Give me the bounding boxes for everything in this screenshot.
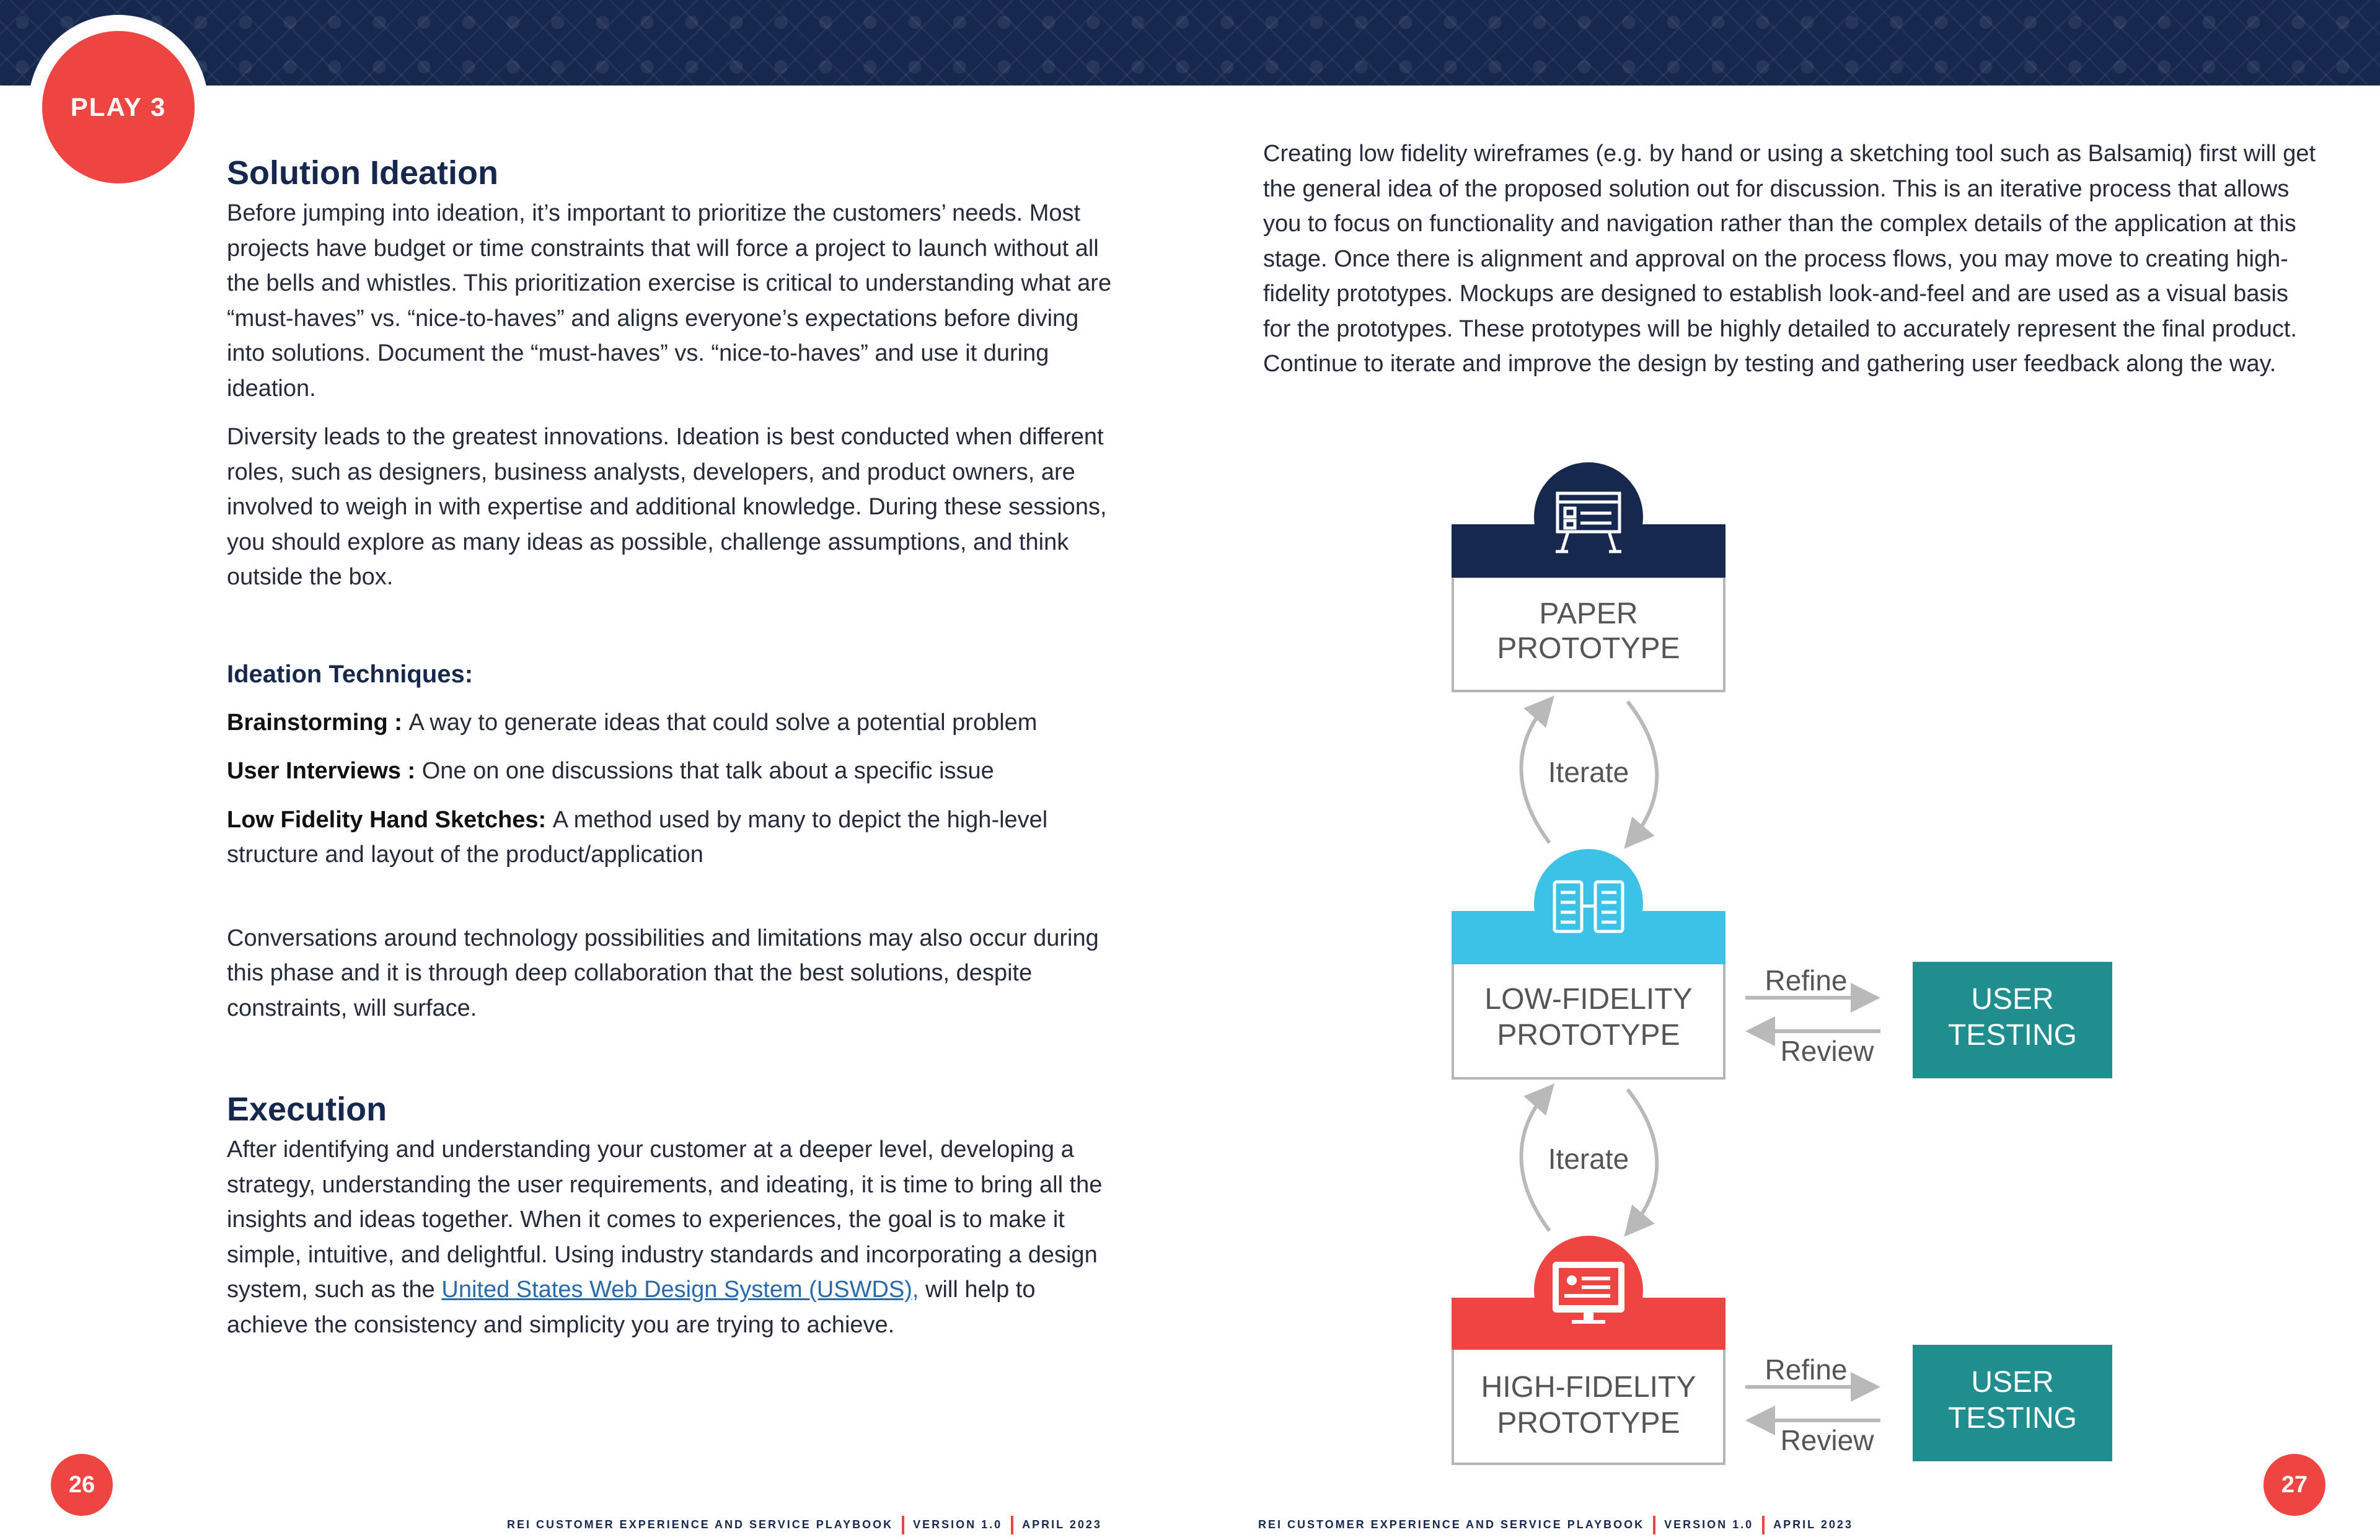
execution-heading: Execution <box>227 1091 387 1128</box>
footer-divider <box>902 1516 904 1534</box>
footer-title: REI CUSTOMER EXPERIENCE AND SERVICE PLAYBOOK <box>1258 1518 1645 1531</box>
iterate-label: Iterate <box>1548 756 1629 788</box>
user-testing-line2: TESTING <box>1947 1402 2078 1435</box>
play-badge: PLAY 3 <box>42 31 195 183</box>
low-fidelity-label-line1: LOW-FIDELITY <box>1484 983 1693 1016</box>
footer-version: VERSION 1.0 <box>913 1518 1003 1531</box>
technique-desc: One on one discussions that talk about a specific issue <box>421 758 994 784</box>
footer-left <box>507 1516 1102 1534</box>
iterate-label: Iterate <box>1548 1143 1629 1175</box>
review-label: Review <box>1780 1035 1874 1067</box>
high-fidelity-label-line2: PROTOTYPE <box>1497 1407 1680 1440</box>
page-number-left: 26 <box>51 1454 113 1516</box>
user-testing-box <box>1913 1345 2112 1461</box>
footer-title: REI CUSTOMER EXPERIENCE AND SERVICE PLAYBOOK <box>507 1518 894 1531</box>
high-fidelity-prototype-box <box>1452 1236 1726 1464</box>
high-fidelity-label-line1: HIGH-FIDELITY <box>1481 1371 1696 1404</box>
paper-prototype-box <box>1452 462 1726 691</box>
execution-paragraph: After identifying and understanding your customer at a deeper level, developing a strategy, understanding the user requirements, and ideating, it is time to bring all the insights and ideas together. When it comes to experiences, the goal is to make it simple, intuitive, and delightful. Using industry standards and incorporating a design system, such as the United States Web Design System (USWDS), will help to achieve the consistency and simplicity you are trying to achieve. <box>227 1137 1103 1338</box>
footer-right <box>1258 1516 1853 1534</box>
ideation-paragraph-2: Diversity leads to the greatest innovations. Ideation is best conducted when different roles, such as designers, business analysts, developers, and product owners, are involved to weigh in with expertise and additional knowledge. During these sessions, you should explore as many ideas as possible, challenge assumptions, and think outside the box. <box>227 424 1107 590</box>
iterate-loop-bottom <box>1521 1089 1657 1231</box>
footer-version: VERSION 1.0 <box>1664 1518 1754 1531</box>
technique-term: Brainstorming : <box>227 709 409 736</box>
footer-date: APRIL 2023 <box>1022 1518 1102 1531</box>
paper-label-line2: PROTOTYPE <box>1497 632 1680 665</box>
uswds-link[interactable]: United States Web Design System (USWDS), <box>441 1277 919 1303</box>
low-fidelity-prototype-box <box>1452 849 1726 1078</box>
conversations-paragraph: Conversations around technology possibilities and limitations may also occur during this phase and it is through deep collaboration that the best solutions, despite constraints, will surface. <box>227 925 1099 1021</box>
user-testing-line1: USER <box>1971 983 2054 1016</box>
solution-ideation-heading: Solution Ideation <box>227 154 498 191</box>
ideation-paragraph-1: Before jumping into ideation, it’s important to prioritize the customers’ needs. Most projects have budget or time constraints that will force a project to launch without all the bells and whistles. This prioritization exercise is critical to understanding what are “must-haves” vs. “nice-to-haves” and aligns everyone’s expectations before diving into solutions. Document the “must-haves” vs. “nice-to-haves” and use it during ideation. <box>227 200 1112 402</box>
refine-label: Refine <box>1765 1353 1848 1386</box>
technique-desc: A way to generate ideas that could solve a potential problem <box>408 709 1038 736</box>
refine-review-arrows-bottom <box>1745 1353 1880 1456</box>
wireframes-paragraph: Creating low fidelity wireframes (e.g. by hand or using a sketching tool such as Balsamiq) first will get the general idea of the proposed solution out for discussion. This is an iterative process that allows you to focus on functionality and navigation rather than the complex details of the application at this stage. Once there is alignment and approval on the process flows, you may move to creating high-fidelity prototypes. Mockups are designed to establish look-and-feel and are used as a visual basis for the prototypes. These prototypes will be highly detailed to accurately represent the final product. Continue to iterate and improve the design by testing and gathering user feedback along the way. <box>1263 141 2316 377</box>
refine-review-arrows-top <box>1745 964 1880 1067</box>
review-label: Review <box>1780 1424 1874 1456</box>
page-number-right: 27 <box>2263 1454 2325 1516</box>
technique-term: Low Fidelity Hand Sketches: <box>227 806 553 833</box>
iterate-loop-top <box>1521 702 1657 843</box>
paper-label-line1: PAPER <box>1539 597 1638 630</box>
footer-divider <box>1762 1516 1765 1534</box>
footer-divider <box>1011 1516 1013 1534</box>
user-testing-line1: USER <box>1971 1366 2054 1399</box>
user-testing-line2: TESTING <box>1947 1019 2078 1052</box>
ideation-techniques-heading: Ideation Techniques: <box>227 660 474 688</box>
technique-term: User Interviews : <box>227 758 422 784</box>
footer-date: APRIL 2023 <box>1773 1518 1853 1531</box>
low-fidelity-label-line2: PROTOTYPE <box>1497 1019 1680 1052</box>
refine-label: Refine <box>1765 964 1848 997</box>
footer-divider <box>1653 1516 1655 1534</box>
user-testing-box <box>1913 962 2112 1078</box>
technique-desc: A method used by many to depict the high-level structure and layout of the product/application <box>227 806 1048 868</box>
